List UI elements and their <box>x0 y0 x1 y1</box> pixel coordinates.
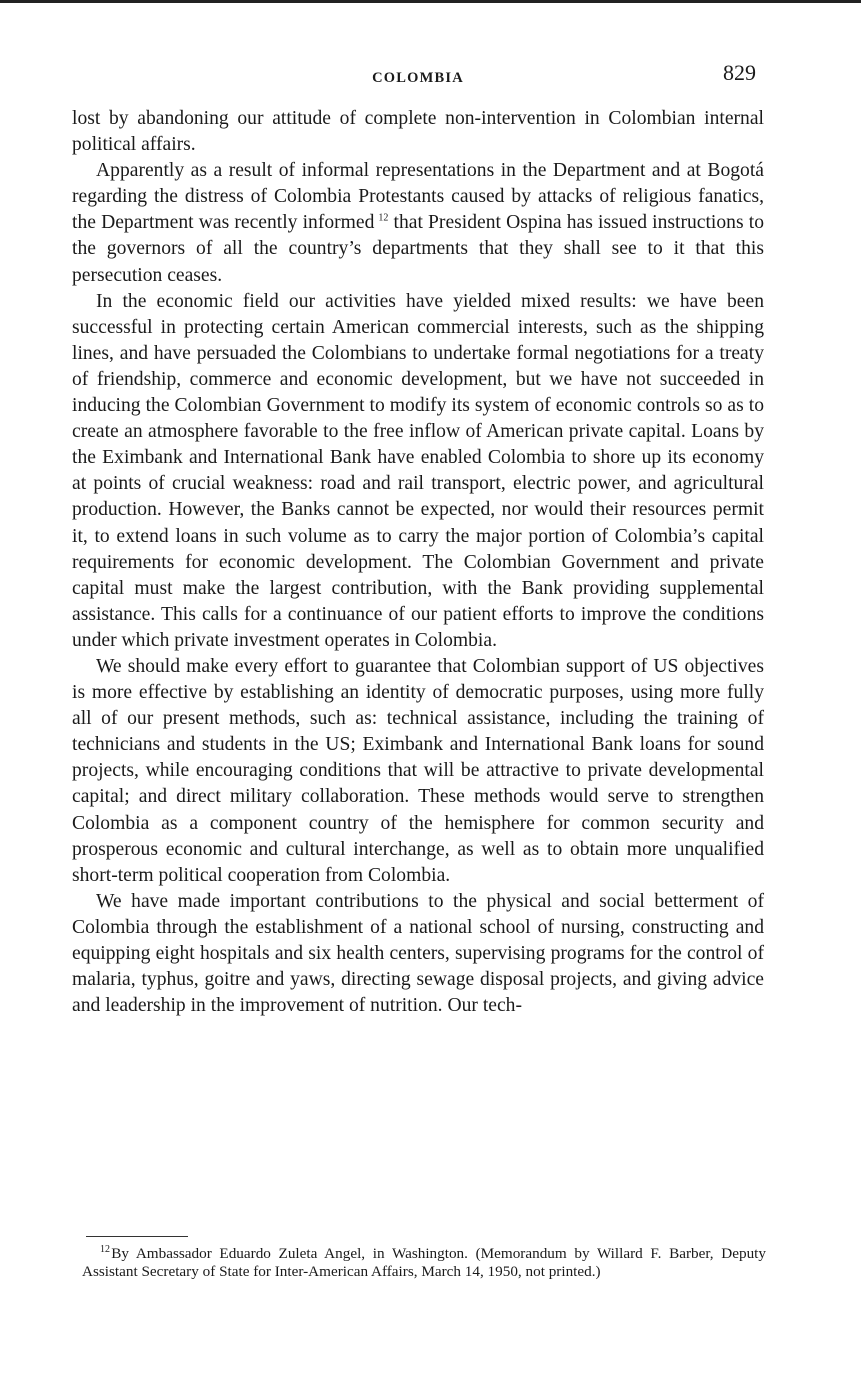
paragraph-2 <box>72 158 764 288</box>
footnote-marker: 12 <box>100 1243 110 1255</box>
paragraph-2-after-note: that President Ospina has issued instructions to the governors of all the country’s departments that they shall see to it that this persecution ceases. <box>72 212 764 286</box>
page-number: 829 <box>723 60 756 85</box>
paragraph-2-before-note: Apparently as a result of informal representations in the Department and at Bogotá regarding the distress of Colombia Protestants caused by attacks of religious fanatics, the Department was recently informed <box>72 160 764 234</box>
running-title: COLOMBIA <box>372 70 464 86</box>
footnote-12 <box>82 1245 766 1281</box>
paragraph-3: In the economic field our activities have yielded mixed results: we have been successful in protecting certain American commercial interests, such as the shipping lines, and have persuaded the Colombians to undertake formal negotiations for a treaty of friendship, commerce and economic development, but we have not succeeded in inducing the Colombian Government to modify its system of economic controls so as to create an atmosphere favorable to the free inflow of American private capital. Loans by the Eximbank and International Bank have enabled Colombia to shore up its economy at points of crucial weakness: road and rail transport, electric power, and agricultural production. However, the Banks cannot be expected, nor would their resources permit it, to extend loans in such volume as to carry the major portion of Colombia’s capital requirements for economic development. The Colombian Government and private capital must make the largest contribution, with the Bank providing supplemental assistance. This calls for a continuance of our patient efforts to improve the conditions under which private investment operates in Colombia. <box>72 290 764 651</box>
paragraph-1: lost by abandoning our attitude of complete non-intervention in Colombian internal political affairs. <box>72 108 764 156</box>
footnote <box>82 1245 766 1281</box>
footnote-text: By Ambassador Eduardo Zuleta Angel, in Washington. (Memorandum by Willard F. Barber, Deputy Assistant Secretary of State for Inter-American Affairs, March 14, 1950, not printed.) <box>82 1245 766 1280</box>
body-text <box>72 106 764 1019</box>
page-top-edge <box>0 0 861 3</box>
paragraph-4: We should make every effort to guarantee that Colombian support of US objectives is more effective by establishing an identity of democratic purposes, using more fully all of our present methods, such as: technical assistance, including the training of technicians and students in the US; Eximbank and International Bank loans for sound projects, while encouraging conditions that will be attractive to private developmental capital; and direct military collaboration. These methods would serve to strengthen Colombia as a component country of the hemisphere for common security and prosperous economic and cultural interchange, as well as to obtain more unqualified short-term political cooperation from Colombia. <box>72 655 764 886</box>
footnote-divider <box>86 1236 188 1237</box>
paragraph-5: We have made important contributions to the physical and social betterment of Colombia through the establishment of a national school of nursing, constructing and equipping eight hospitals and six health centers, supervising programs for the control of malaria, typhus, goitre and yaws, directing sewage disposal projects, and giving advice and leadership in the improvement of nutrition. Our tech- <box>72 890 764 1017</box>
running-header <box>72 58 764 88</box>
footnote-ref-12: 12 <box>378 212 389 224</box>
